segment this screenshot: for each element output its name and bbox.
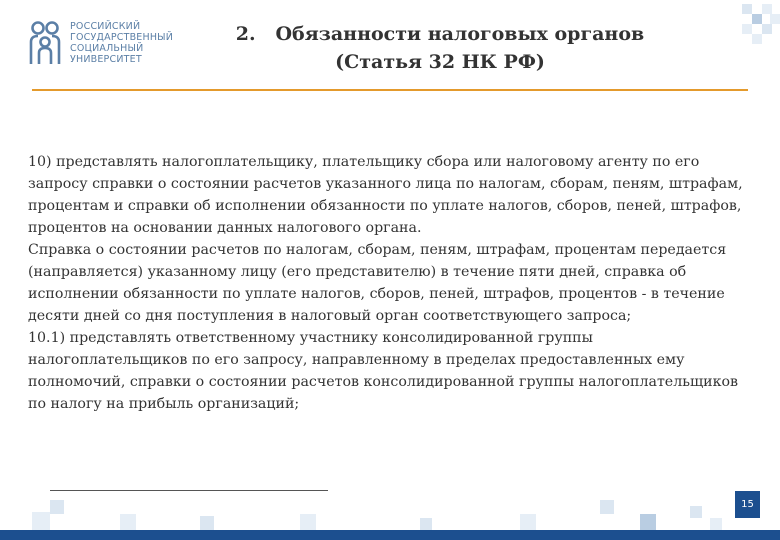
logo-line: СОЦИАЛЬНЫЙ [70, 43, 144, 54]
slide-title [205, 20, 675, 76]
title-divider [32, 89, 748, 91]
text-line: 10.1) представлять ответственному участнику консолидированной группы [28, 330, 593, 346]
text-line: 10) представлять налогоплательщику, плательщику сбора или налоговому агенту по его [28, 154, 700, 170]
article-text [28, 151, 763, 415]
university-logo [28, 20, 173, 66]
text-line: Справка о состоянии расчетов по налогам, сборам, пеням, штрафам, процентам передается [28, 242, 727, 258]
text-line: полномочий, справки о состоянии расчетов консолидированной группы налогоплательщиков [28, 374, 738, 390]
logo-line: ГОСУДАРСТВЕННЫЙ [70, 32, 174, 43]
text-line: по налогу на прибыль организаций; [28, 396, 300, 412]
logo-line: РОССИЙСКИЙ [70, 21, 141, 32]
title-line-2: (Статья 32 НК РФ) [335, 51, 545, 73]
footer-divider [50, 490, 328, 491]
text-line: исполнении обязанности по уплате налогов, сборов, пеней, штрафов, процентов - в течение [28, 286, 725, 302]
text-line: процентов на основании данных налогового органа. [28, 220, 422, 236]
text-line: налогоплательщиков по его запросу, направленному в пределах предоставленных ему [28, 352, 685, 368]
text-line: десяти дней со дня поступления в налоговый орган соответствующего запроса; [28, 308, 632, 324]
page-number: 15 [735, 491, 760, 518]
text-line: процентам и справки об исполнении обязанности по уплате налогов, сборов, пеней, штрафов, [28, 198, 742, 214]
text-line: (направляется) указанному лицу (его представителю) в течение пяти дней, справка об [28, 264, 687, 280]
footer-bar [0, 530, 780, 540]
logo-line: УНИВЕРСИТЕТ [70, 54, 142, 65]
text-line: запросу справки о состоянии расчетов указанного лица по налогам, сборам, пеням, штрафам, [28, 176, 743, 192]
people-family-icon [28, 20, 62, 66]
university-name [70, 21, 173, 65]
title-line-1: 2. Обязанности налоговых органов [235, 23, 645, 45]
